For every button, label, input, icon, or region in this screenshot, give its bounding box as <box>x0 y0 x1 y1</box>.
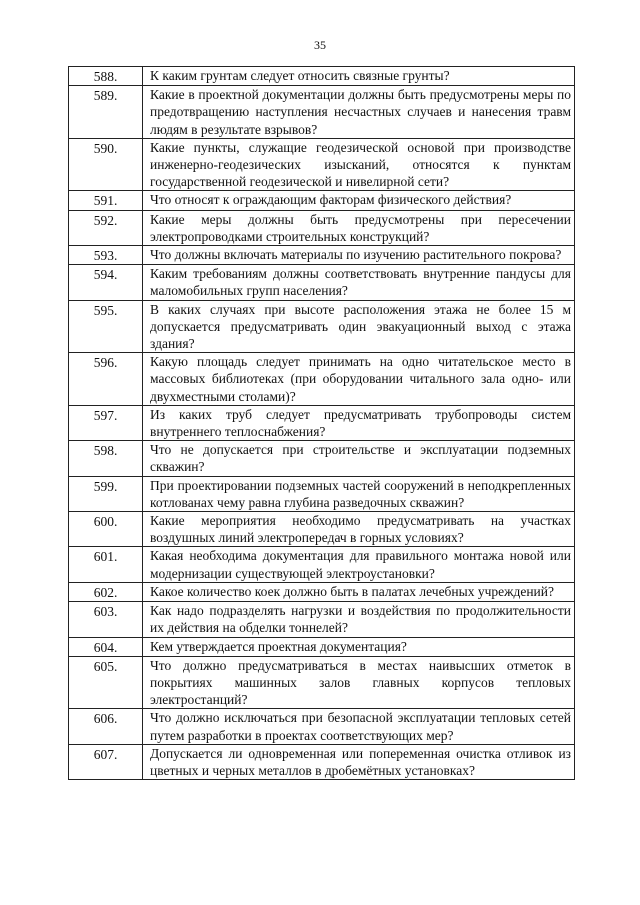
question-number: 604. <box>69 637 143 656</box>
question-number: 602. <box>69 582 143 601</box>
question-number: 588. <box>69 67 143 86</box>
questions-table <box>68 66 575 780</box>
question-text: Какие меры должны быть предусмотрены при пересечении электропроводками строительных конструкций? <box>143 210 575 245</box>
question-text: Как надо подразделять нагрузки и воздействия по продолжительности их действия на обделки тоннелей? <box>143 602 575 637</box>
question-text: Допускается ли одновременная или попеременная очистка отливок из цветных и черных металлов в дробемётных установках? <box>143 744 575 779</box>
question-text: Какая необходима документация для правильного монтажа новой или модернизации существующей электроустановки? <box>143 547 575 582</box>
question-text: Какие в проектной документации должны быть предусмотрены меры по предотвращению наступления несчастных случаев и нанесения травм людям в результате взрывов? <box>143 86 575 139</box>
question-text: Какое количество коек должно быть в палатах лечебных учреждений? <box>143 582 575 601</box>
table-row <box>69 138 575 191</box>
table-row <box>69 265 575 300</box>
table-row <box>69 405 575 440</box>
question-text: Что относят к ограждающим факторам физического действия? <box>143 191 575 210</box>
question-text: Что должно предусматриваться в местах наивысших отметок в покрытиях машинных залов главных корпусов тепловых электростанций? <box>143 656 575 709</box>
table-row <box>69 86 575 139</box>
question-text: Какие мероприятия необходимо предусматривать на участках воздушных линий электропередач в горных условиях? <box>143 512 575 547</box>
question-number: 603. <box>69 602 143 637</box>
question-number: 590. <box>69 138 143 191</box>
table-row <box>69 582 575 601</box>
question-text: Что должно исключаться при безопасной эксплуатации тепловых сетей путем разработки в проектах соответствующих мер? <box>143 709 575 744</box>
question-number: 599. <box>69 476 143 511</box>
question-number: 605. <box>69 656 143 709</box>
questions-table-body <box>69 67 575 780</box>
question-text: Каким требованиям должны соответствовать внутренние пандусы для маломобильных групп населения? <box>143 265 575 300</box>
question-number: 598. <box>69 441 143 476</box>
table-row <box>69 547 575 582</box>
table-row <box>69 246 575 265</box>
question-number: 606. <box>69 709 143 744</box>
question-text: Что должны включать материалы по изучению растительного покрова? <box>143 246 575 265</box>
question-text: Кем утверждается проектная документация? <box>143 637 575 656</box>
table-row <box>69 441 575 476</box>
table-row <box>69 300 575 353</box>
question-number: 596. <box>69 353 143 406</box>
question-text: Из каких труб следует предусматривать трубопроводы систем внутреннего теплоснабжения? <box>143 405 575 440</box>
question-text: В каких случаях при высоте расположения этажа не более 15 м допускается предусматривать один эвакуационный выход с этажа здания? <box>143 300 575 353</box>
question-number: 594. <box>69 265 143 300</box>
table-row <box>69 476 575 511</box>
page-number: 35 <box>314 38 326 52</box>
table-row <box>69 512 575 547</box>
question-number: 595. <box>69 300 143 353</box>
question-text: К каким грунтам следует относить связные грунты? <box>143 67 575 86</box>
question-number: 591. <box>69 191 143 210</box>
question-number: 597. <box>69 405 143 440</box>
table-row <box>69 602 575 637</box>
question-number: 593. <box>69 246 143 265</box>
table-row <box>69 656 575 709</box>
question-number: 601. <box>69 547 143 582</box>
table-row <box>69 210 575 245</box>
question-text: Что не допускается при строительстве и эксплуатации подземных скважин? <box>143 441 575 476</box>
question-text: Какие пункты, служащие геодезической основой при производстве инженерно-геодезических изысканий, относятся к пунктам государственной геодезической и нивелирной сети? <box>143 138 575 191</box>
question-number: 607. <box>69 744 143 779</box>
question-number: 589. <box>69 86 143 139</box>
table-row <box>69 191 575 210</box>
table-row <box>69 744 575 779</box>
table-row <box>69 67 575 86</box>
question-number: 592. <box>69 210 143 245</box>
table-row <box>69 637 575 656</box>
question-text: При проектировании подземных частей сооружений в неподкрепленных котлованах чему равна глубина разведочных скважин? <box>143 476 575 511</box>
question-text: Какую площадь следует принимать на одно читательское место в массовых библиотеках (при оборудовании читального зала одно- или двухместными столами)? <box>143 353 575 406</box>
table-row <box>69 709 575 744</box>
question-number: 600. <box>69 512 143 547</box>
table-row <box>69 353 575 406</box>
